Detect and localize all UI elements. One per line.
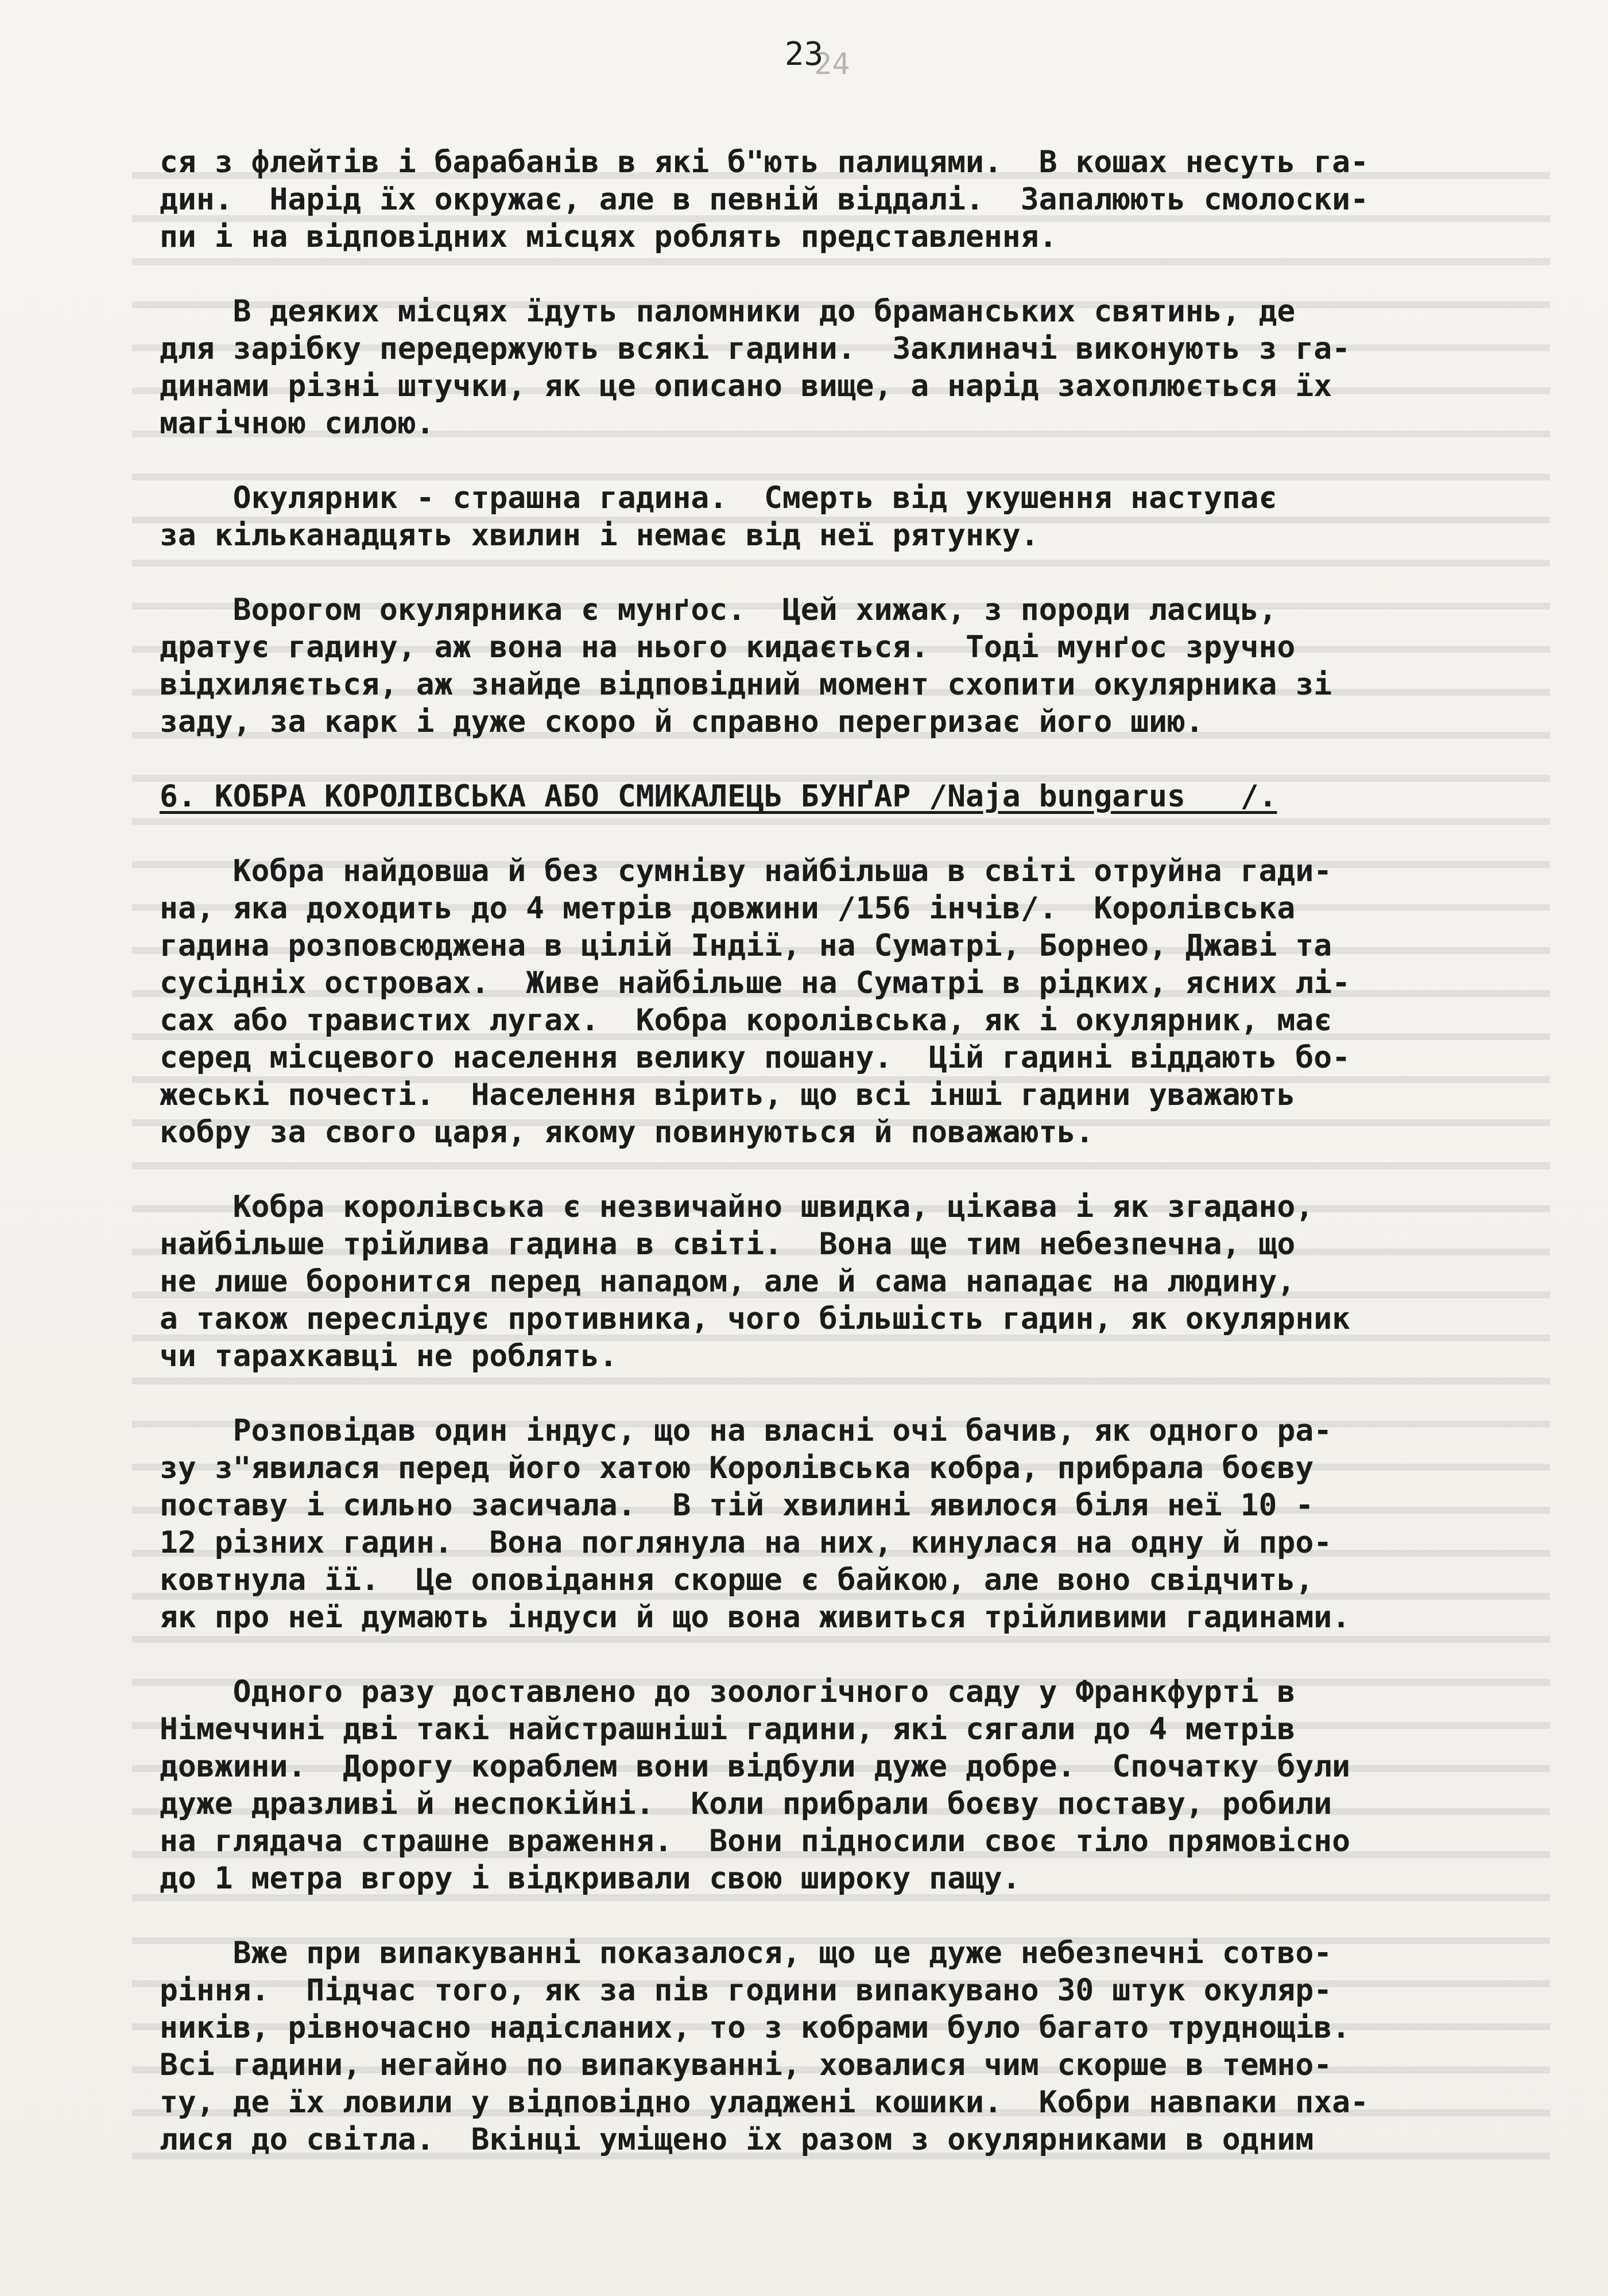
text-line: ріння. Підчас того, як за пів години випакувано 30 штук окуляр- xyxy=(160,1973,1332,2008)
text-line: ся з флейтів і барабанів в які б"ють палицями. В кошах несуть га- xyxy=(160,145,1369,180)
document-body xyxy=(160,144,1560,2196)
text-line: дратує гадину, аж вона на нього кидається. Тоді мунґос зручно xyxy=(160,630,1296,665)
text-line: В деяких місцях їдуть паломники до браманських святинь, де xyxy=(160,294,1296,329)
text-line: магічною силою. xyxy=(160,406,435,441)
text-line: ковтнула її. Це оповідання скорше є байкою, але воно свідчить, xyxy=(160,1562,1314,1597)
text-line: сусідніх островах. Живе найбільше на Суматрі в рідких, ясних лі- xyxy=(160,965,1351,1000)
text-line: для зарібку передержують всякі гадини. Заклиначі виконують з га- xyxy=(160,331,1351,366)
text-line: на глядача страшне враження. Вони підносили своє тіло прямовісно xyxy=(160,1824,1351,1859)
text-line: 12 різних гадин. Вона поглянула на них, кинулася на одну й про- xyxy=(160,1525,1332,1560)
section-heading xyxy=(160,778,1560,815)
text-line: Розповідав один індус, що на власні очі бачив, як одного ра- xyxy=(160,1413,1332,1448)
text-line: а також переслідує противника, чого більшість гадин, як окулярник xyxy=(160,1301,1351,1336)
text-line: на, яка доходить до 4 метрів довжини /156 інчів/. Королівська xyxy=(160,891,1296,926)
paragraph xyxy=(160,1673,1560,1897)
paragraph xyxy=(160,1934,1560,2158)
faint-page-number: 24 xyxy=(814,47,850,82)
text-line: кобру за свого царя, якому повинуються й поважають. xyxy=(160,1115,1094,1150)
paragraph xyxy=(160,144,1560,255)
text-line: сах або травистих лугах. Кобра королівська, як і окулярник, має xyxy=(160,1003,1332,1038)
text-line: не лише боронится перед нападом, але й сама нападає на людину, xyxy=(160,1264,1296,1299)
text-line: серед місцевого населення велику пошану. Цій гадині віддають бо- xyxy=(160,1040,1351,1075)
text-line: Всі гадини, негайно по випакуванні, ховалися чим скорше в темно- xyxy=(160,2047,1332,2082)
text-line: Ворогом окулярника є мунґос. Цей хижак, з породи ласиць, xyxy=(160,592,1277,627)
text-line: зу з"явилася перед його хатою Королівська кобра, прибрала боєву xyxy=(160,1450,1314,1486)
text-line: Німеччині дві такі найстрашніші гадини, які сягали до 4 метрів xyxy=(160,1712,1296,1747)
text-line: Кобра королівська є незвичайно швидка, цікава і як згадано, xyxy=(160,1189,1314,1224)
text-line: ту, де їх ловили у відповідно уладжені кошики. Кобри навпаки пха- xyxy=(160,2085,1369,2120)
text-line: дуже дразливі й неспокійні. Коли прибрали боєву поставу, робили xyxy=(160,1786,1332,1821)
text-line: динами різні штучки, як це описано вище, а нарід захоплюється їх xyxy=(160,369,1332,404)
text-line: лися до світла. Вкінці уміщено їх разом з окулярниками в одним xyxy=(160,2122,1314,2157)
text-line: заду, за карк і дуже скоро й справно перегризає його шию. xyxy=(160,704,1204,739)
text-line: Кобра найдовша й без сумніву найбільша в світі отруйна гади- xyxy=(160,854,1332,889)
paragraph xyxy=(160,293,1560,442)
text-line: поставу і сильно засичала. В тій хвилині явилося біля неї 10 - xyxy=(160,1488,1314,1523)
text-line: відхиляється, аж знайде відповідний момент схопити окулярника зі xyxy=(160,667,1332,702)
text-line: Окулярник - страшна гадина. Смерть від укушення наступає xyxy=(160,480,1277,515)
text-line: ників, рівночасно надісланих, то з кобрами було багато труднощів. xyxy=(160,2010,1351,2045)
text-line: до 1 метра вгору і відкривали свою широку пащу. xyxy=(160,1861,1021,1896)
text-line: чи тарахкавці не роблять. xyxy=(160,1339,618,1374)
text-line: довжини. Дорогу кораблем вони відбули дуже добре. Спочатку були xyxy=(160,1749,1351,1784)
text-line: жеські почесті. Населення вірить, що всі інші гадини уважають xyxy=(160,1077,1296,1112)
paragraph xyxy=(160,479,1560,554)
paragraph xyxy=(160,1188,1560,1375)
text-line: як про неї думають індуси й що вона живиться трійливими гадинами. xyxy=(160,1600,1351,1635)
paragraph xyxy=(160,591,1560,740)
text-line: за кільканадцять хвилин і немає від неї рятунку. xyxy=(160,518,1039,553)
text-line: дин. Нарід їх окружає, але в певній віддалі. Запалюють смолоски- xyxy=(160,182,1369,217)
text-line: пи і на відповідних місцях роблять представлення. xyxy=(160,219,1057,254)
text-line: гадина розповсюджена в цілій Індії, на Суматрі, Борнео, Джаві та xyxy=(160,928,1332,963)
text-line: 6. КОБРА КОРОЛІВСЬКА АБО СМИКАЛЕЦЬ БУНҐАР /Naja bungarus /. xyxy=(160,779,1277,814)
text-line: найбільше трійлива гадина в світі. Вона ще тим небезпечна, що xyxy=(160,1227,1296,1262)
paragraph xyxy=(160,852,1560,1151)
text-line: Вже при випакуванні показалося, що це дуже небезпечні сотво- xyxy=(160,1936,1332,1971)
paragraph xyxy=(160,1412,1560,1636)
text-line: Одного разу доставлено до зоологічного саду у Франкфурті в xyxy=(160,1674,1296,1709)
page-number: 23 xyxy=(784,36,824,73)
